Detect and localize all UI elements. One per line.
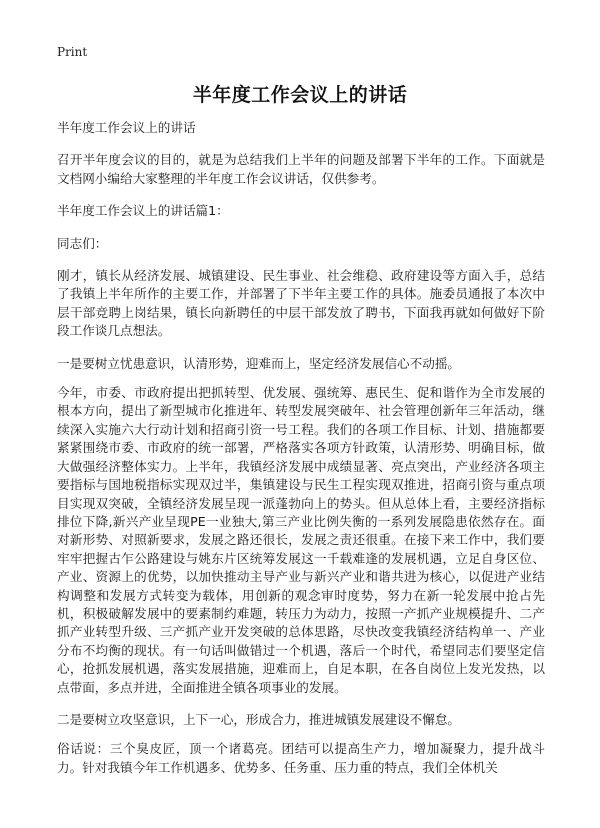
- document-title: 半年度工作会议上的讲话: [192, 84, 408, 106]
- paragraph-point-one: 今年，市委、市政府提出把抓转型、优发展、强统筹、惠民生、促和谐作为全市发展的根本方向，提出了新型城市化推进年、转型发展突破年、社会管理创新年三年活动，继续深入实施六大行动计划和招商引资一号工程。我们的各项工作目标、计划、措施都要紧紧围绕市委、市政府的统一部署，严格落实各项方针政策，认清形势、明确目标，做大做强经济整体实力。上半年，我镇经济发展中成绩显著、亮点突出，产业经济各项主要指标与国地税指标实现双过半，集镇建设与民生工程实现双推进，招商引资与重点项目实现双突破，全镇经济发展呈现一派蓬勃向上的势头。但从总体上看，主要经济指标排位下降,新兴产业呈现PE一业独大,第三产业比例失衡的一系列发展隐患依然存在。面对新形势、对照新要求，发展之路还很长，发展之责还很重。在接下来工作中，我们要牢牢把握古乍公路建设与姚东片区统筹发展这一千载难逢的发展机遇，立足自身区位、产业、资源上的优势，以加快推动主导产业与新兴产业和谐共进为核心，以促进产业结构调整和发展方式转变为载体，用创新的观念审时度势，努力在新一轮发展中抢占先机，积极破解发展中的要素制约难题，转压力为动力，按照一产抓产业规模提升、二产抓产业转型升级、三产抓产业开发突破的总体思路，尽快改变我镇经济结构单一、产业分布不均衡的现状。有一句话叫做错过一个机遇，落后一个时代，希望同志们要坚定信心，抢抓发展机遇，落实发展措施，迎难而上，自足本职，在各自岗位上发光发热，以点带面，多点并进，全面推进全镇各项事业的发展。: [57, 385, 545, 695]
- subtitle: 半年度工作会议上的讲话: [57, 120, 196, 135]
- document-body: [57, 119, 545, 791]
- section-heading: 半年度工作会议上的讲话篇1：: [57, 203, 229, 219]
- paragraph-opening: 刚才，镇长从经济发展、城镇建设、民生事业、社会维稳、政府建设等方面入手，总结了我镇上半年所作的主要工作，并部署了下半年主要工作的具体。施委员通报了本次中层干部竞聘上岗结果，镇长向新聘任的中层干部发放了聘书，下面我再就如何做好下阶段工作谈几点想法。: [57, 268, 545, 339]
- intro-paragraph: 召开半年度会议的目的，就是为总结我们上半年的问题及部署下半年的工作。下面就是文档网小编给大家整理的半年度工作会议讲话，仅供参考。: [57, 152, 545, 186]
- point-one-heading: 一是要树立忧患意识，认清形势，迎难而上，坚定经济发展信心不动摇。: [57, 355, 460, 371]
- salutation: 同志们：: [57, 235, 108, 251]
- print-link[interactable]: Print: [57, 45, 88, 59]
- paragraph-point-two: 俗话说：三个臭皮匠，顶一个诸葛亮。团结可以提高生产力，增加凝聚力，提升战斗力。针对我镇今年工作机遇多、优势多、任务重、压力重的特点，我们全体机关: [57, 741, 545, 775]
- point-two-heading: 二是要树立攻坚意识，上下一心，形成合力，推进城镇发展建设不懈怠。: [57, 711, 460, 727]
